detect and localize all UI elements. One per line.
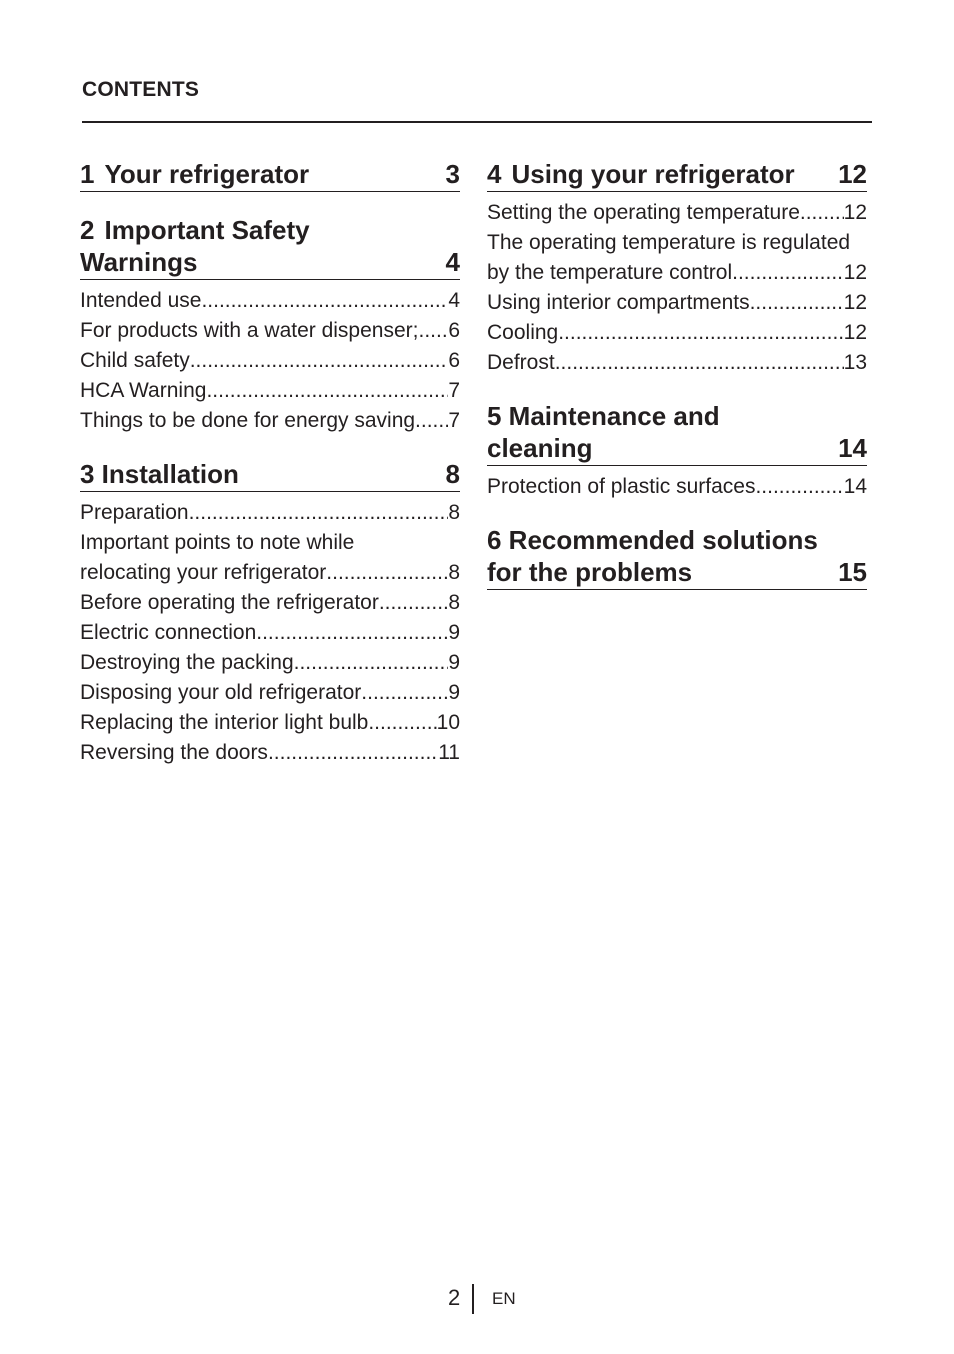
dot-leader	[256, 618, 448, 648]
toc-entry[interactable]	[80, 708, 460, 738]
entry-page: 6	[448, 349, 460, 372]
toc-entry[interactable]	[80, 286, 460, 316]
entry-page: 6	[448, 319, 460, 342]
section-page: 4	[445, 247, 460, 277]
toc-entry[interactable]	[487, 288, 867, 318]
entry-page: 9	[448, 681, 460, 704]
toc-entry[interactable]	[487, 198, 867, 228]
section-heading[interactable]	[487, 400, 867, 466]
entry-label: Reversing the doors	[80, 741, 268, 764]
entry-page: 12	[843, 261, 867, 284]
footer-divider	[472, 1284, 474, 1314]
entry-label: Before operating the refrigerator	[80, 591, 379, 614]
language-code: EN	[492, 1289, 516, 1308]
page-title: CONTENTS	[82, 78, 200, 101]
dot-leader	[755, 472, 843, 502]
entry-label: Destroying the packing	[80, 651, 294, 674]
entry-label: For products with a water dispenser;	[80, 319, 419, 342]
toc-entry[interactable]	[487, 318, 867, 348]
toc-right-column	[487, 158, 867, 612]
toc-entry[interactable]	[80, 376, 460, 406]
entry-label: relocating your refrigerator	[80, 561, 327, 584]
section-page: 14	[838, 433, 867, 463]
toc-entry[interactable]	[80, 678, 460, 708]
entry-page: 9	[448, 651, 460, 674]
entry-label: Protection of plastic surfaces	[487, 475, 756, 498]
dot-leader	[190, 346, 449, 376]
page-footer	[0, 1284, 954, 1314]
entry-page: 13	[843, 351, 867, 374]
entry-label-line1: Important points to note while	[80, 531, 355, 554]
dot-leader	[558, 318, 843, 348]
entry-label: Setting the operating temperature	[487, 201, 800, 224]
dot-leader	[294, 648, 449, 678]
section-heading[interactable]	[487, 524, 867, 590]
section-number: 2	[80, 215, 95, 245]
entry-label: by the temperature control	[487, 261, 733, 284]
toc-entry[interactable]	[80, 618, 460, 648]
toc-entry[interactable]	[80, 406, 460, 436]
dot-leader	[361, 678, 448, 708]
dot-leader	[555, 348, 844, 378]
section-title-line2: cleaning	[487, 433, 593, 463]
toc-section-5	[487, 400, 867, 502]
section-heading[interactable]	[80, 214, 460, 280]
section-title: 3 Installation	[80, 459, 239, 489]
section-heading[interactable]	[80, 158, 460, 192]
entry-page: 7	[448, 379, 460, 402]
entry-page: 12	[843, 201, 867, 224]
entry-label: Things to be done for energy saving	[80, 409, 416, 432]
toc-section-4	[487, 158, 867, 378]
toc-entry[interactable]	[487, 228, 867, 288]
dot-leader	[415, 406, 448, 436]
toc-entry[interactable]	[80, 498, 460, 528]
toc-entry[interactable]	[80, 738, 460, 768]
toc-section-2	[80, 214, 460, 436]
section-title-line1: 6 Recommended solutions	[487, 525, 818, 555]
toc-section-3	[80, 458, 460, 768]
entry-page: 4	[448, 289, 460, 312]
toc-entry[interactable]	[487, 472, 867, 502]
dot-leader	[379, 588, 448, 618]
entry-page: 8	[448, 591, 460, 614]
dot-leader	[750, 288, 844, 318]
dot-leader	[326, 558, 448, 588]
entry-label: HCA Warning	[80, 379, 207, 402]
section-title-line1: 5 Maintenance and	[487, 401, 720, 431]
section-heading[interactable]	[487, 158, 867, 192]
toc-section-1	[80, 158, 460, 192]
section-heading[interactable]	[80, 458, 460, 492]
dot-leader	[800, 198, 844, 228]
dot-leader	[268, 738, 438, 768]
entry-label: Cooling	[487, 321, 559, 344]
entry-page: 12	[843, 321, 867, 344]
toc-entry[interactable]	[80, 346, 460, 376]
entry-label: Electric connection	[80, 621, 257, 644]
entry-label-line1: The operating temperature is regulated	[487, 231, 851, 254]
toc-entry[interactable]	[80, 316, 460, 346]
dot-leader	[189, 498, 449, 528]
entry-page: 9	[448, 621, 460, 644]
entry-page: 14	[843, 475, 867, 498]
entry-label: Preparation	[80, 501, 189, 524]
entry-page: 12	[843, 291, 867, 314]
entry-label: Defrost	[487, 351, 555, 374]
section-title-line1: Important Safety	[104, 215, 310, 245]
section-page: 8	[445, 459, 460, 489]
toc-entry[interactable]	[80, 528, 460, 588]
toc-entry[interactable]	[80, 648, 460, 678]
section-title-line2: for the problems	[487, 557, 693, 587]
entry-label: Intended use	[80, 289, 202, 312]
section-page: 3	[445, 159, 460, 189]
entry-page: 8	[448, 501, 460, 524]
dot-leader	[201, 286, 448, 316]
dot-leader	[732, 258, 844, 288]
section-page: 15	[838, 557, 867, 587]
toc-section-6	[487, 524, 867, 590]
section-title: Your refrigerator	[104, 159, 310, 189]
dot-leader	[418, 316, 448, 346]
entry-page: 11	[438, 741, 460, 764]
toc-left-column	[80, 158, 460, 790]
entry-page: 7	[448, 409, 460, 432]
entry-label: Disposing your old refrigerator	[80, 681, 362, 704]
page-number: 2	[448, 1285, 461, 1310]
section-number: 1	[80, 159, 95, 189]
section-title-line2: Warnings	[80, 247, 198, 277]
entry-label: Using interior compartments	[487, 291, 750, 314]
dot-leader	[368, 708, 436, 738]
entry-label: Child safety	[80, 349, 190, 372]
entry-label: Replacing the interior light bulb	[80, 711, 369, 734]
entry-page: 10	[436, 711, 460, 734]
header-rule	[82, 121, 872, 123]
entry-page: 8	[448, 561, 460, 584]
toc-entry[interactable]	[487, 348, 867, 378]
toc-entry[interactable]	[80, 588, 460, 618]
section-page: 12	[838, 159, 867, 189]
section-number: 4	[487, 159, 502, 189]
section-title: Using your refrigerator	[511, 159, 795, 189]
dot-leader	[206, 376, 448, 406]
